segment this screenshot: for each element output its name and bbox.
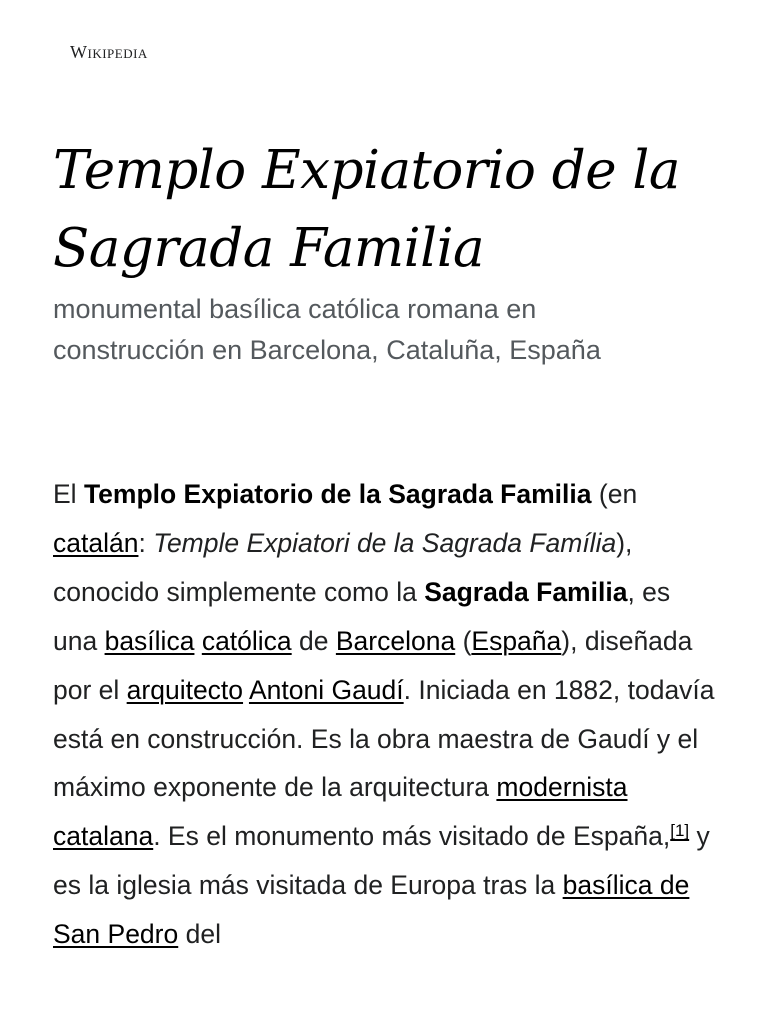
intro-text [194,626,201,656]
intro-text: y es la iglesia más visitada de Europa tras la [53,821,710,901]
intro-text: . Iniciada en 1882, todavía está en construcción. Es la obra maestra de Gaudí y el máximo exponente de la arquitectura [53,674,715,803]
page-title-line-2: Sagrada Familia [53,218,485,279]
intro-bold-term: Templo Expiatorio de la Sagrada Familia [83,479,592,509]
intro-text: (en [591,479,638,509]
link-antoni-gaudi[interactable]: Antoni Gaudí [248,674,404,705]
intro-text: de [291,625,336,656]
link-catolica[interactable]: católica [201,625,292,656]
reference-1 [670,821,689,840]
intro-text: : [138,527,154,558]
link-espana[interactable]: España [471,625,562,656]
link-catalan[interactable]: catalán [53,527,139,558]
link-barcelona[interactable]: Barcelona [335,625,456,656]
wikipedia-wordmark[interactable]: Wikipedia [70,42,148,62]
intro-text: . Es el monumento más visitado de España, [153,821,671,852]
page-title-line-1: Templo Expiatorio de la [53,140,680,201]
page-subtitle: monumental basílica católica romana en construcción en Barcelona, Cataluña, España [53,294,601,365]
intro-text: ( [455,625,472,656]
reference-link-1[interactable]: [1] [670,821,690,841]
intro-text: del [178,919,221,950]
intro-text: ), diseñada por el [53,625,693,705]
link-arquitecto[interactable]: arquitecto [126,674,244,705]
intro-text: El [53,479,84,509]
intro-text: ), conocido simplemente como la [53,527,633,607]
intro-italic-term: Temple Expiatori de la Sagrada Família [153,527,617,558]
intro-bold-term: Sagrada Familia [424,576,628,607]
link-basilica[interactable]: basílica [104,625,195,656]
link-modernista-catalana[interactable]: modernista catalana [53,772,628,852]
intro-text: , es una [53,576,671,656]
page-title [53,132,743,288]
link-basilica-san-pedro[interactable]: basílica de San Pedro [53,870,690,950]
intro-paragraph [53,470,721,959]
